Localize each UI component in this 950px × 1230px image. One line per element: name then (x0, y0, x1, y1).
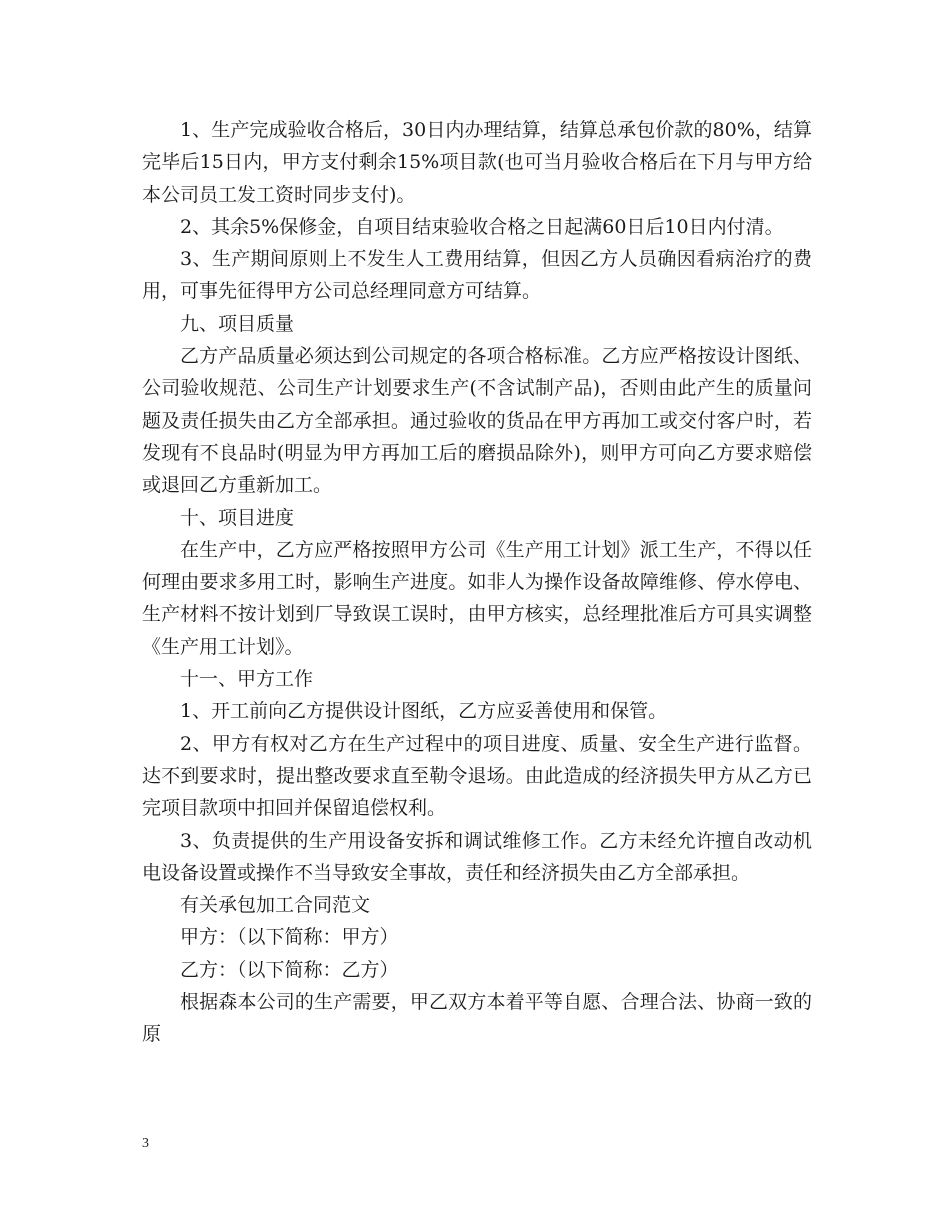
paragraph-party-a-work-1: 1、开工前向乙方提供设计图纸，乙方应妥善使用和保管。 (180, 700, 668, 723)
paragraph-settlement-3: 3、生产期间原则上不发生人工费用结算，但因乙方人员确因看病治疗的费用，可事先征得甲方公司总经理同意方可结算。 (142, 248, 812, 303)
paragraph-settlement-2: 2、其余5%保修金，自项目结束验收合格之日起满60日后10日内付清。 (180, 215, 784, 238)
party-b-line: 乙方：（以下简称：乙方） (180, 958, 399, 981)
paragraph-settlement-1: 1、生产完成验收合格后，30日内办理结算，结算总承包价款的80%，结算完毕后15日内，甲方支付剩余15%项目款(也可当月验收合格后在下月与甲方给本公司员工发工资时同步支付)。 (142, 119, 812, 206)
paragraph-project-quality: 乙方产品质量必须达到公司规定的各项合格标准。乙方应严格按设计图纸、公司验收规范、公司生产计划要求生产(不含试制产品)，否则由此产生的质量问题及责任损失由乙方全部承担。通过验收的货品在甲方再加工或交付客户时，若发现有不良品时(明显为甲方再加工后的磨损品除外)，则甲方可向乙方要求赔偿或退回乙方重新加工。 (142, 345, 812, 497)
party-a-line: 甲方：（以下简称：甲方） (180, 926, 399, 949)
document-body (142, 114, 812, 1051)
paragraph-party-a-work-2: 2、甲方有权对乙方在生产过程中的项目进度、质量、安全生产进行监督。达不到要求时，提出整改要求直至勒令退场。由此造成的经济损失甲方从乙方已完项目款项中扣回并保留追偿权利。 (142, 732, 812, 820)
paragraph-contract-intro: 根据森本公司的生产需要，甲乙双方本着平等自愿、合理合法、协商一致的原 (142, 991, 812, 1046)
heading-project-quality: 九、项目质量 (180, 312, 295, 335)
paragraph-party-a-work-3: 3、负责提供的生产用设备安拆和调试维修工作。乙方未经允许擅自改动机电设备设置或操作不当导致安全事故，责任和经济损失由乙方全部承担。 (142, 829, 812, 884)
paragraph-project-progress: 在生产中，乙方应严格按照甲方公司《生产用工计划》派工生产，不得以任何理由要求多用工时，影响生产进度。如非人为操作设备故障维修、停水停电、生产材料不按计划到厂导致误工误时，由甲方核实，总经理批准后方可具实调整《生产用工计划》。 (142, 538, 812, 658)
heading-contract-sample: 有关承包加工合同范文 (180, 894, 371, 917)
page-number: 3 (142, 1136, 149, 1151)
heading-party-a-work: 十一、甲方工作 (180, 668, 314, 691)
heading-project-progress: 十、项目进度 (180, 506, 295, 529)
